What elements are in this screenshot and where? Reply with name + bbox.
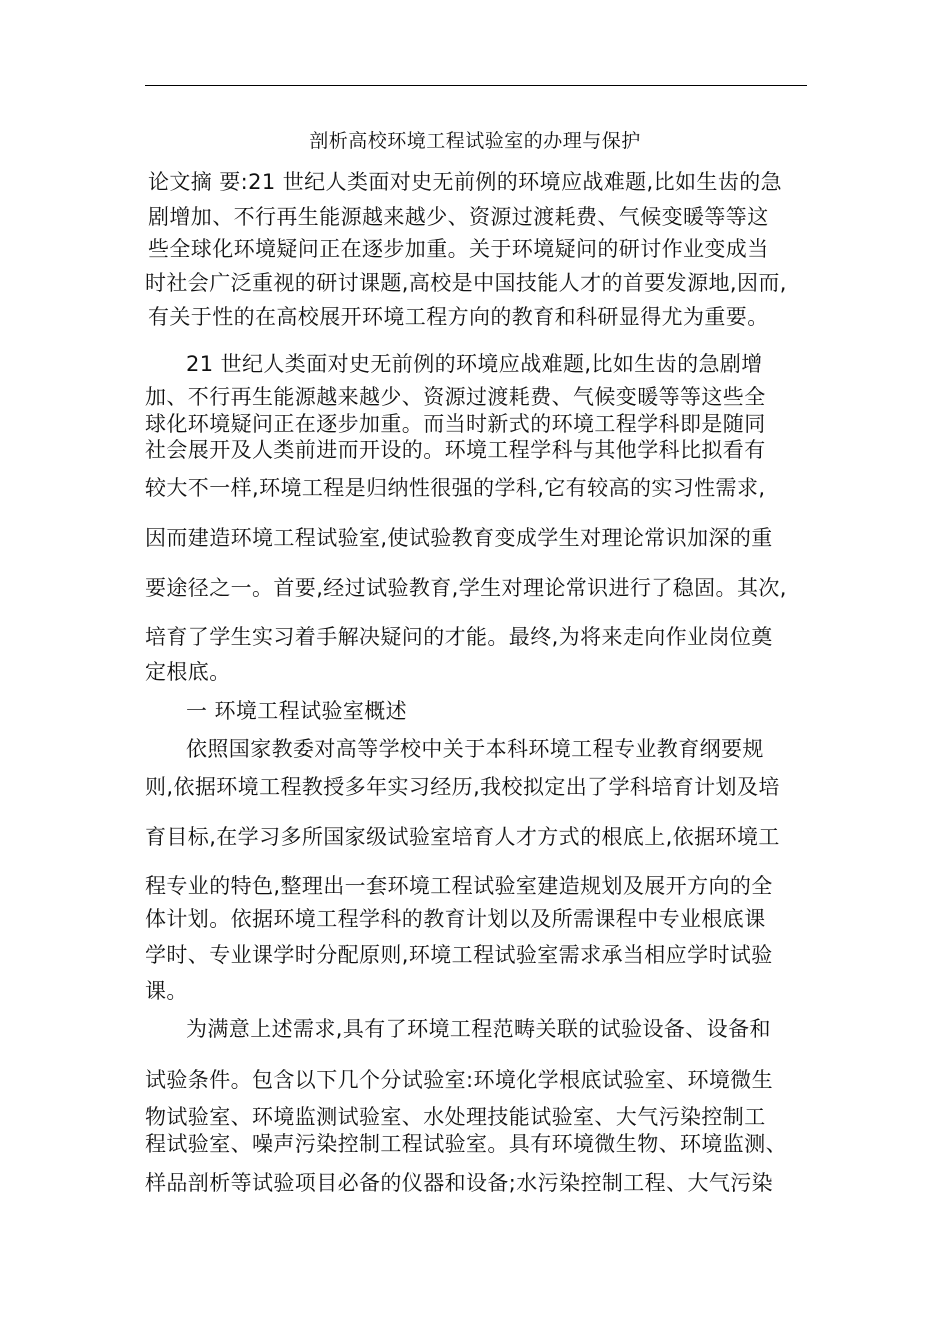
- abstract-line: 论文摘 要:21 世纪人类面对史无前例的环境应战难题,比如生齿的急: [148, 170, 783, 194]
- body-line: 因而建造环境工程试验室,使试验教育变成学生对理论常识加深的重: [145, 526, 773, 550]
- body-line: 物试验室、环境监测试验室、水处理技能试验室、大气污染控制工: [145, 1105, 766, 1129]
- body-line: 体计划。依据环境工程学科的教育计划以及所需课程中专业根底课: [145, 907, 766, 931]
- body-line: 程专业的特色,整理出一套环境工程试验室建造规划及展开方向的全: [145, 874, 773, 898]
- body-line: 球化环境疑问正在逐步加重。而当时新式的环境工程学科即是随同: [145, 412, 766, 436]
- abstract-line: 些全球化环境疑问正在逐步加重。关于环境疑问的研讨作业变成当: [148, 237, 769, 261]
- abstract-line: 有关于性的在高校展开环境工程方向的教育和科研显得尤为重要。: [148, 305, 769, 329]
- body-line: 定根底。: [145, 660, 231, 684]
- body-line: 样品剖析等试验项目必备的仪器和设备;水污染控制工程、大气污染: [145, 1171, 774, 1195]
- body-line: 要途径之一。首要,经过试验教育,学生对理论常识进行了稳固。其次,: [145, 576, 787, 600]
- body-line: 培育了学生实习着手解决疑问的才能。最终,为将来走向作业岗位奠: [145, 625, 773, 649]
- abstract-line: 剧增加、不行再生能源越来越少、资源过渡耗费、气候变暖等等这: [148, 205, 769, 229]
- body-line: 21 世纪人类面对史无前例的环境应战难题,比如生齿的急剧增: [186, 352, 763, 376]
- body-line: 依照国家教委对高等学校中关于本科环境工程专业教育纲要规: [186, 737, 764, 761]
- header-rule: [145, 85, 807, 86]
- body-line: 为满意上述需求,具有了环境工程范畴关联的试验设备、设备和: [186, 1017, 771, 1041]
- body-line: 则,依据环境工程教授多年实习经历,我校拟定出了学科培育计划及培: [145, 775, 780, 799]
- body-line: 课。: [145, 979, 188, 1003]
- page-title: 剖析高校环境工程试验室的办理与保护: [309, 130, 641, 152]
- body-line: 较大不一样,环境工程是归纳性很强的学科,它有较高的实习性需求,: [145, 476, 766, 500]
- body-line: 试验条件。包含以下几个分试验室:环境化学根底试验室、环境微生: [145, 1068, 774, 1092]
- section-heading: 一 环境工程试验室概述: [186, 699, 408, 723]
- body-line: 学时、专业课学时分配原则,环境工程试验室需求承当相应学时试验: [145, 943, 773, 967]
- body-line: 程试验室、噪声污染控制工程试验室。具有环境微生物、环境监测、: [145, 1132, 787, 1156]
- body-line: 加、不行再生能源越来越少、资源过渡耗费、气候变暖等等这些全: [145, 385, 766, 409]
- body-line: 社会展开及人类前进而开设的。环境工程学科与其他学科比拟看有: [145, 438, 766, 462]
- body-line: 育目标,在学习多所国家级试验室培育人才方式的根底上,依据环境工: [145, 825, 780, 849]
- abstract-line: 时社会广泛重视的研讨课题,高校是中国技能人才的首要发源地,因而,: [145, 271, 787, 295]
